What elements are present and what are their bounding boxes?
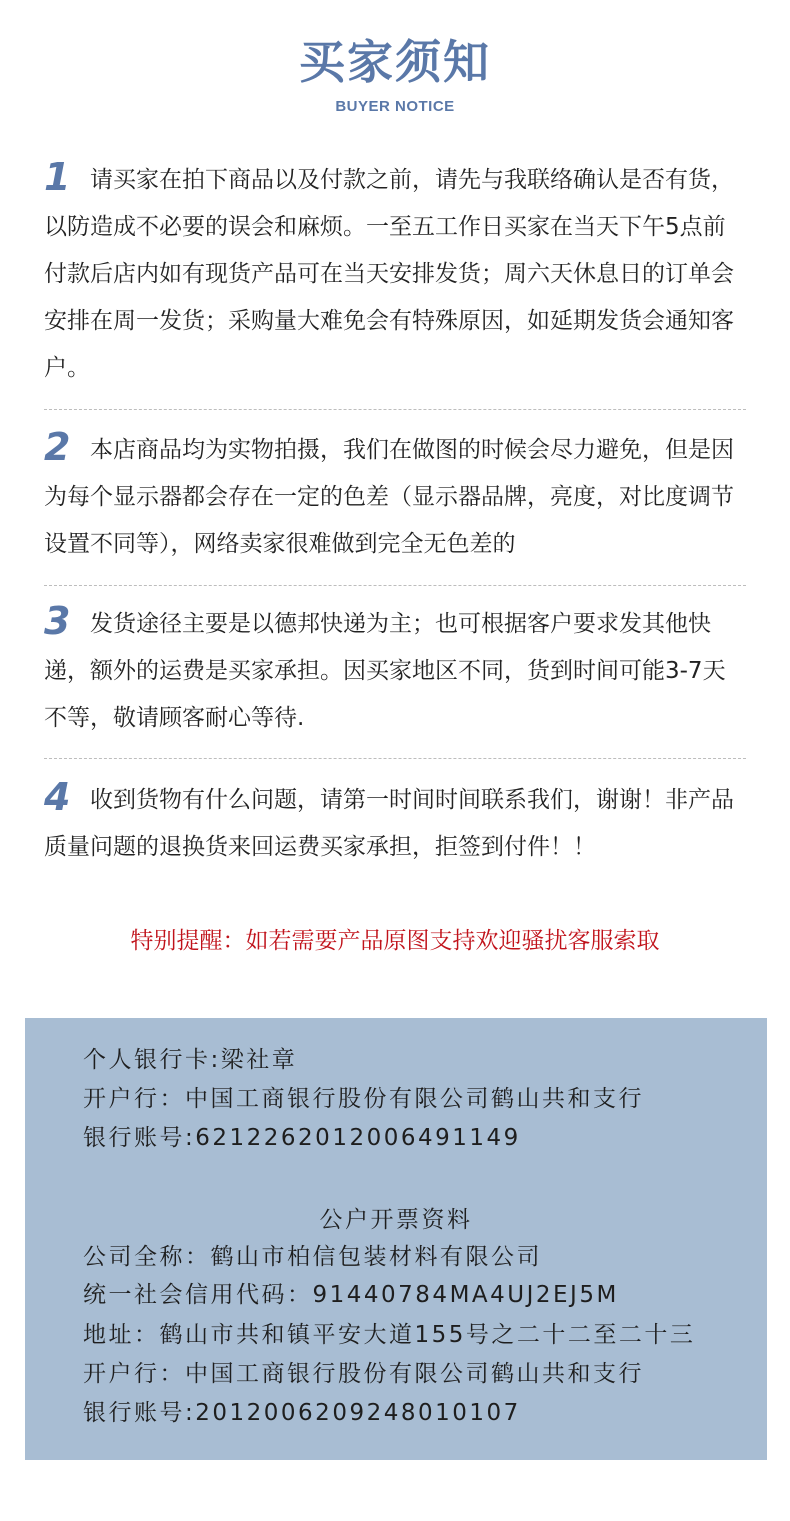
company-account-number: 银行账号:2012006209248010107 (83, 1400, 521, 1426)
page-title: 买家须知 (299, 35, 491, 89)
notice-number: 2 (44, 425, 71, 469)
notice-text: 发货途径主要是以德邦快递为主；也可根据客户要求发其他快递，额外的运费是买家承担。因买家地区不同，货到时间可能3-7天不等，敬请顾客耐心等待. (44, 611, 726, 731)
company-address: 地址：鹤山市共和镇平安大道155号之二十二至二十三 (83, 1322, 696, 1348)
notice-number: 1 (44, 155, 71, 199)
bank-info-panel (25, 1018, 767, 1460)
personal-account-number: 银行账号:6212262012006491149 (83, 1125, 521, 1151)
page-subtitle: BUYER NOTICE (335, 98, 455, 115)
notice-number: 4 (44, 775, 71, 819)
notice-text: 本店商品均为实物拍摄，我们在做图的时候会尽力避免，但是因为每个显示器都会存在一定的色差（显示器品牌，亮度，对比度调节设置不同等），网络卖家很难做到完全无色差的 (44, 437, 734, 557)
divider (44, 758, 746, 759)
company-name: 公司全称：鹤山市柏信包装材料有限公司 (83, 1244, 542, 1270)
company-bank-branch: 开户行：中国工商银行股份有限公司鹤山共和支行 (83, 1361, 644, 1387)
notice-text: 收到货物有什么问题，请第一时间时间联系我们，谢谢！非产品质量问题的退换货来回运费买家承担，拒签到付件！！ (44, 787, 734, 860)
personal-bank-branch: 开户行：中国工商银行股份有限公司鹤山共和支行 (83, 1086, 644, 1112)
divider (44, 409, 746, 410)
company-info-heading: 公户开票资料 (319, 1207, 473, 1233)
divider (44, 585, 746, 586)
notice-item-3 (44, 601, 747, 742)
credit-code: 统一社会信用代码：91440784MA4UJ2EJ5M (83, 1282, 619, 1308)
notice-item-1 (44, 157, 747, 392)
notice-item-4 (44, 777, 747, 871)
notice-text: 请买家在拍下商品以及付款之前，请先与我联络确认是否有货，以防造成不必要的误会和麻烦。一至五工作日买家在当天下午5点前付款后店内如有现货产品可在当天安排发货；周六天休息日的订单会安排在周一发货；采购量大难免会有特殊原因，如延期发货会通知客户。 (44, 167, 734, 381)
notice-number: 3 (44, 599, 71, 643)
notice-item-2 (44, 427, 747, 568)
special-reminder: 特别提醒：如若需要产品原图支持欢迎骚扰客服索取 (130, 928, 660, 954)
personal-card-holder: 个人银行卡:梁社章 (83, 1047, 298, 1073)
